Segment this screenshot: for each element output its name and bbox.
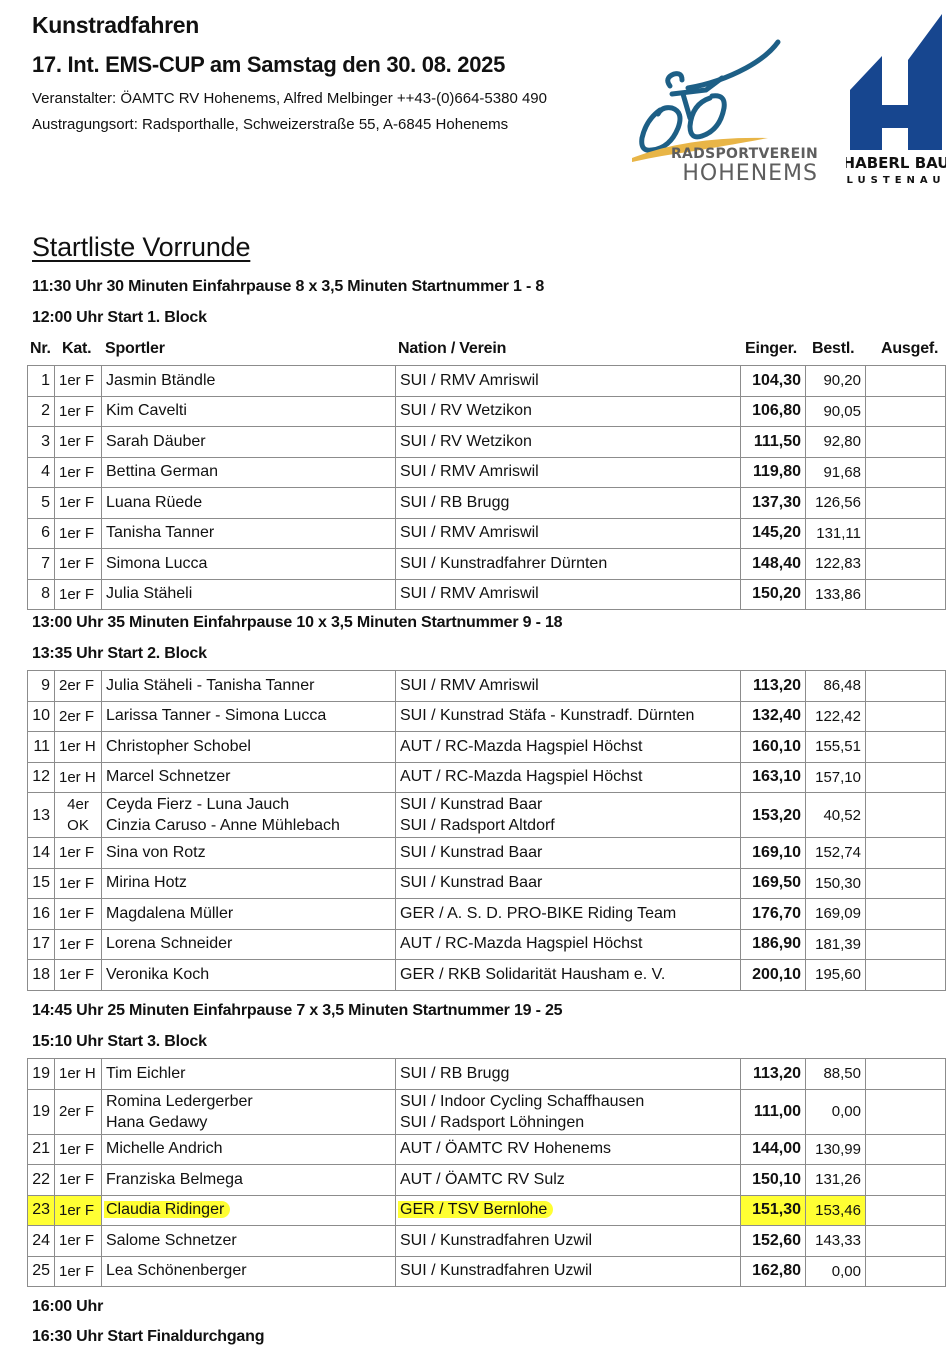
svg-text:HOHENEMS: HOHENEMS (682, 161, 818, 183)
athlete (102, 793, 396, 838)
athlete-line-2: Hana Gedawy (106, 1113, 208, 1131)
submitted-score: 150,20 (741, 579, 806, 610)
start-number: 12 (28, 762, 55, 793)
start-number: 3 (28, 427, 55, 458)
start-number: 16 (28, 899, 55, 930)
performed-score (866, 1256, 946, 1287)
performed-score (866, 1165, 946, 1196)
best-score: 169,09 (806, 899, 866, 930)
performed-score (866, 457, 946, 488)
submitted-score: 169,10 (741, 838, 806, 869)
table-row (28, 838, 946, 869)
nation-club: SUI / RB Brugg (396, 1059, 741, 1090)
performed-score (866, 671, 946, 702)
start-number: 24 (28, 1226, 55, 1257)
best-score: 122,83 (806, 549, 866, 580)
start-number: 9 (28, 671, 55, 702)
athlete: Sarah Däuber (102, 427, 396, 458)
performed-score (866, 427, 946, 458)
athlete: Luana Rüede (102, 488, 396, 519)
submitted-score: 106,80 (741, 396, 806, 427)
haberl-bau-logo (846, 10, 946, 185)
nation-club: SUI / Kunstradfahren Uzwil (396, 1256, 741, 1287)
athlete: Franziska Belmega (102, 1165, 396, 1196)
best-score: 157,10 (806, 762, 866, 793)
nation-club: SUI / RMV Amriswil (396, 366, 741, 397)
table-row (28, 868, 946, 899)
nation-line-1: SUI / Indoor Cycling Schaffhausen (400, 1092, 645, 1110)
start-number: 1 (28, 366, 55, 397)
building-h-icon (846, 10, 946, 185)
submitted-score: 148,40 (741, 549, 806, 580)
submitted-score: 169,50 (741, 868, 806, 899)
radsportverein-hohenems-logo (628, 38, 823, 183)
category: 1er F (55, 579, 102, 610)
highlight-nation: GER / TSV Bernlohe (398, 1201, 553, 1218)
best-score: 181,39 (806, 929, 866, 960)
best-score: 150,30 (806, 868, 866, 899)
category: 1er F (55, 1226, 102, 1257)
category: 1er F (55, 549, 102, 580)
athlete (102, 1195, 396, 1226)
athlete: Salome Schnetzer (102, 1226, 396, 1257)
athlete-line-2: Cinzia Caruso - Anne Mühlebach (106, 817, 340, 834)
best-score: 92,80 (806, 427, 866, 458)
submitted-score: 113,20 (741, 1059, 806, 1090)
athlete-line-1: Ceyda Fierz - Luna Jauch (106, 796, 290, 813)
nation-club (396, 1195, 741, 1226)
athlete: Larissa Tanner - Simona Lucca (102, 701, 396, 732)
svg-text:HABERL BAU: HABERL BAU (846, 154, 946, 172)
athlete: Magdalena Müller (102, 899, 396, 930)
col-header-nation: Nation / Verein (398, 340, 507, 357)
col-header-einger: Einger. (745, 340, 797, 357)
performed-score (866, 732, 946, 763)
start-number: 11 (28, 732, 55, 763)
submitted-score: 132,40 (741, 701, 806, 732)
best-score: 155,51 (806, 732, 866, 763)
submitted-score: 150,10 (741, 1165, 806, 1196)
category: 2er F (55, 671, 102, 702)
table-row (28, 671, 946, 702)
start-number: 5 (28, 488, 55, 519)
start-number: 25 (28, 1256, 55, 1287)
col-header-kat: Kat. (62, 340, 92, 357)
start-number: 15 (28, 868, 55, 899)
table-row-highlighted (28, 1195, 946, 1226)
submitted-score: 145,20 (741, 518, 806, 549)
submitted-score: 137,30 (741, 488, 806, 519)
athlete: Mirina Hotz (102, 868, 396, 899)
submitted-score: 144,00 (741, 1134, 806, 1165)
submitted-score: 152,60 (741, 1226, 806, 1257)
best-score: 131,11 (806, 518, 866, 549)
category: 2er F (55, 1089, 102, 1134)
venue-line: Austragungsort: Radsporthalle, Schweizerstraße 55, A-6845 Hohenems (32, 116, 509, 133)
block-1-info: 11:30 Uhr 30 Minuten Einfahrpause 8 x 3,5 Minuten Startnummer 1 - 8 (32, 278, 545, 295)
performed-score (866, 366, 946, 397)
best-score: 153,46 (806, 1195, 866, 1226)
category: 2er F (55, 701, 102, 732)
start-number: 23 (28, 1195, 55, 1226)
svg-text:RADSPORTVEREIN: RADSPORTVEREIN (670, 146, 818, 162)
submitted-score: 119,80 (741, 457, 806, 488)
best-score: 122,42 (806, 701, 866, 732)
submitted-score: 162,80 (741, 1256, 806, 1287)
best-score: 0,00 (806, 1256, 866, 1287)
start-number: 4 (28, 457, 55, 488)
start-table-block-1 (27, 365, 946, 610)
table-row (28, 701, 946, 732)
category: 1er F (55, 518, 102, 549)
col-header-bestl: Bestl. (812, 340, 855, 357)
document-title: Kunstradfahren (32, 12, 200, 38)
nation-club: SUI / RV Wetzikon (396, 396, 741, 427)
organizer-line: Veranstalter: ÖAMTC RV Hohenems, Alfred Melbinger ++43-(0)664-5380 490 (32, 90, 547, 107)
category: 1er F (55, 868, 102, 899)
athlete: Sina von Rotz (102, 838, 396, 869)
athlete (102, 1089, 396, 1134)
performed-score (866, 396, 946, 427)
performed-score (866, 1195, 946, 1226)
athlete: Julia Stäheli (102, 579, 396, 610)
performed-score (866, 1089, 946, 1134)
submitted-score: 111,00 (741, 1089, 806, 1134)
category: 1er H (55, 1059, 102, 1090)
category: 1er F (55, 427, 102, 458)
category-line-2: OK (67, 817, 89, 834)
best-score: 91,68 (806, 457, 866, 488)
table-row (28, 1089, 946, 1134)
start-number: 22 (28, 1165, 55, 1196)
start-number: 13 (28, 793, 55, 838)
category: 1er F (55, 960, 102, 991)
table-row (28, 1256, 946, 1287)
table-row (28, 396, 946, 427)
svg-text:LUSTENAU: LUSTENAU (846, 175, 946, 185)
athlete: Veronika Koch (102, 960, 396, 991)
table-row (28, 488, 946, 519)
submitted-score: 200,10 (741, 960, 806, 991)
athlete: Michelle Andrich (102, 1134, 396, 1165)
category: 1er F (55, 457, 102, 488)
performed-score (866, 488, 946, 519)
start-number: 10 (28, 701, 55, 732)
submitted-score: 151,30 (741, 1195, 806, 1226)
table-row (28, 1059, 946, 1090)
block-3-info: 14:45 Uhr 25 Minuten Einfahrpause 7 x 3,5 Minuten Startnummer 19 - 25 (32, 1002, 563, 1019)
final-time: 16:00 Uhr (32, 1298, 104, 1315)
best-score: 88,50 (806, 1059, 866, 1090)
performed-score (866, 793, 946, 838)
performed-score (866, 701, 946, 732)
best-score: 133,86 (806, 579, 866, 610)
start-number: 14 (28, 838, 55, 869)
table-row (28, 427, 946, 458)
submitted-score: 104,30 (741, 366, 806, 397)
submitted-score: 163,10 (741, 762, 806, 793)
start-number: 19 (28, 1059, 55, 1090)
performed-score (866, 929, 946, 960)
nation-club (396, 1089, 741, 1134)
table-row (28, 518, 946, 549)
block-1-start: 12:00 Uhr Start 1. Block (32, 309, 207, 326)
highlight-athlete: Claudia Ridinger (104, 1201, 230, 1218)
performed-score (866, 1059, 946, 1090)
table-row (28, 457, 946, 488)
table-row (28, 960, 946, 991)
table-row (28, 366, 946, 397)
nation-club: SUI / RMV Amriswil (396, 518, 741, 549)
submitted-score: 186,90 (741, 929, 806, 960)
category: 1er F (55, 366, 102, 397)
nation-club: AUT / RC-Mazda Hagspiel Höchst (396, 762, 741, 793)
table-row (28, 929, 946, 960)
nation-club: AUT / RC-Mazda Hagspiel Höchst (396, 732, 741, 763)
performed-score (866, 549, 946, 580)
nation-club: SUI / Kunstradfahrer Dürnten (396, 549, 741, 580)
category-line-1: 4er (67, 796, 89, 813)
performed-score (866, 1226, 946, 1257)
col-header-nr: Nr. (30, 340, 51, 357)
submitted-score: 111,50 (741, 427, 806, 458)
best-score: 131,26 (806, 1165, 866, 1196)
performed-score (866, 868, 946, 899)
nation-club: AUT / RC-Mazda Hagspiel Höchst (396, 929, 741, 960)
submitted-score: 153,20 (741, 793, 806, 838)
nation-club: SUI / Kunstrad Baar (396, 838, 741, 869)
col-header-ausgef: Ausgef. (881, 340, 939, 357)
category: 1er F (55, 1195, 102, 1226)
section-title: Startliste Vorrunde (32, 232, 251, 262)
nation-club: SUI / Kunstrad Baar (396, 868, 741, 899)
table-row (28, 1165, 946, 1196)
nation-line-2: SUI / Radsport Altdorf (400, 817, 555, 834)
submitted-score: 113,20 (741, 671, 806, 702)
block-3-start: 15:10 Uhr Start 3. Block (32, 1033, 207, 1050)
athlete: Kim Cavelti (102, 396, 396, 427)
start-number: 18 (28, 960, 55, 991)
nation-club: SUI / Kunstradfahren Uzwil (396, 1226, 741, 1257)
block-2-start: 13:35 Uhr Start 2. Block (32, 645, 207, 662)
start-table-block-2 (27, 670, 946, 991)
nation-club: SUI / RMV Amriswil (396, 457, 741, 488)
start-number: 21 (28, 1134, 55, 1165)
submitted-score: 176,70 (741, 899, 806, 930)
nation-club: AUT / ÖAMTC RV Sulz (396, 1165, 741, 1196)
table-row (28, 732, 946, 763)
category: 1er F (55, 396, 102, 427)
table-row (28, 1134, 946, 1165)
category: 1er F (55, 1134, 102, 1165)
category: 1er H (55, 732, 102, 763)
category (55, 793, 102, 838)
start-number: 19 (28, 1089, 55, 1134)
athlete: Julia Stäheli - Tanisha Tanner (102, 671, 396, 702)
athlete: Christopher Schobel (102, 732, 396, 763)
table-row (28, 762, 946, 793)
table-row (28, 549, 946, 580)
nation-club (396, 793, 741, 838)
nation-club: SUI / RB Brugg (396, 488, 741, 519)
start-number: 6 (28, 518, 55, 549)
athlete-line-1: Romina Ledergerber (106, 1092, 253, 1110)
col-header-sportler: Sportler (105, 340, 165, 357)
category: 1er F (55, 899, 102, 930)
block-2-info: 13:00 Uhr 35 Minuten Einfahrpause 10 x 3,5 Minuten Startnummer 9 - 18 (32, 614, 563, 631)
category: 1er F (55, 1165, 102, 1196)
start-number: 2 (28, 396, 55, 427)
nation-club: GER / A. S. D. PRO-BIKE Riding Team (396, 899, 741, 930)
nation-line-2: SUI / Radsport Löhningen (400, 1113, 585, 1131)
performed-score (866, 960, 946, 991)
performed-score (866, 1134, 946, 1165)
nation-club: SUI / Kunstrad Stäfa - Kunstradf. Dürnten (396, 701, 741, 732)
performed-score (866, 899, 946, 930)
category: 1er F (55, 488, 102, 519)
athlete: Tanisha Tanner (102, 518, 396, 549)
start-number: 17 (28, 929, 55, 960)
cyclist-icon (628, 38, 823, 183)
nation-club: AUT / ÖAMTC RV Hohenems (396, 1134, 741, 1165)
table-row (28, 1226, 946, 1257)
start-number: 8 (28, 579, 55, 610)
event-title: 17. Int. EMS-CUP am Samstag den 30. 08. 2025 (32, 52, 506, 77)
category: 1er F (55, 929, 102, 960)
start-number: 7 (28, 549, 55, 580)
submitted-score: 160,10 (741, 732, 806, 763)
athlete: Bettina German (102, 457, 396, 488)
athlete: Marcel Schnetzer (102, 762, 396, 793)
nation-club: GER / RKB Solidarität Hausham e. V. (396, 960, 741, 991)
athlete: Lea Schönenberger (102, 1256, 396, 1287)
best-score: 0,00 (806, 1089, 866, 1134)
athlete: Jasmin Btändle (102, 366, 396, 397)
final-start: 16:30 Uhr Start Finaldurchgang (32, 1328, 265, 1345)
best-score: 143,33 (806, 1226, 866, 1257)
table-row (28, 899, 946, 930)
best-score: 40,52 (806, 793, 866, 838)
nation-club: SUI / RMV Amriswil (396, 671, 741, 702)
athlete: Tim Eichler (102, 1059, 396, 1090)
nation-club: SUI / RV Wetzikon (396, 427, 741, 458)
nation-club: SUI / RMV Amriswil (396, 579, 741, 610)
best-score: 126,56 (806, 488, 866, 519)
best-score: 90,05 (806, 396, 866, 427)
best-score: 152,74 (806, 838, 866, 869)
athlete: Lorena Schneider (102, 929, 396, 960)
category: 1er F (55, 1256, 102, 1287)
performed-score (866, 579, 946, 610)
performed-score (866, 838, 946, 869)
performed-score (866, 762, 946, 793)
best-score: 195,60 (806, 960, 866, 991)
start-table-block-3 (27, 1058, 946, 1287)
table-row (28, 793, 946, 838)
nation-line-1: SUI / Kunstrad Baar (400, 796, 543, 813)
category: 1er H (55, 762, 102, 793)
best-score: 130,99 (806, 1134, 866, 1165)
best-score: 86,48 (806, 671, 866, 702)
performed-score (866, 518, 946, 549)
athlete: Simona Lucca (102, 549, 396, 580)
table-row (28, 579, 946, 610)
category: 1er F (55, 838, 102, 869)
best-score: 90,20 (806, 366, 866, 397)
